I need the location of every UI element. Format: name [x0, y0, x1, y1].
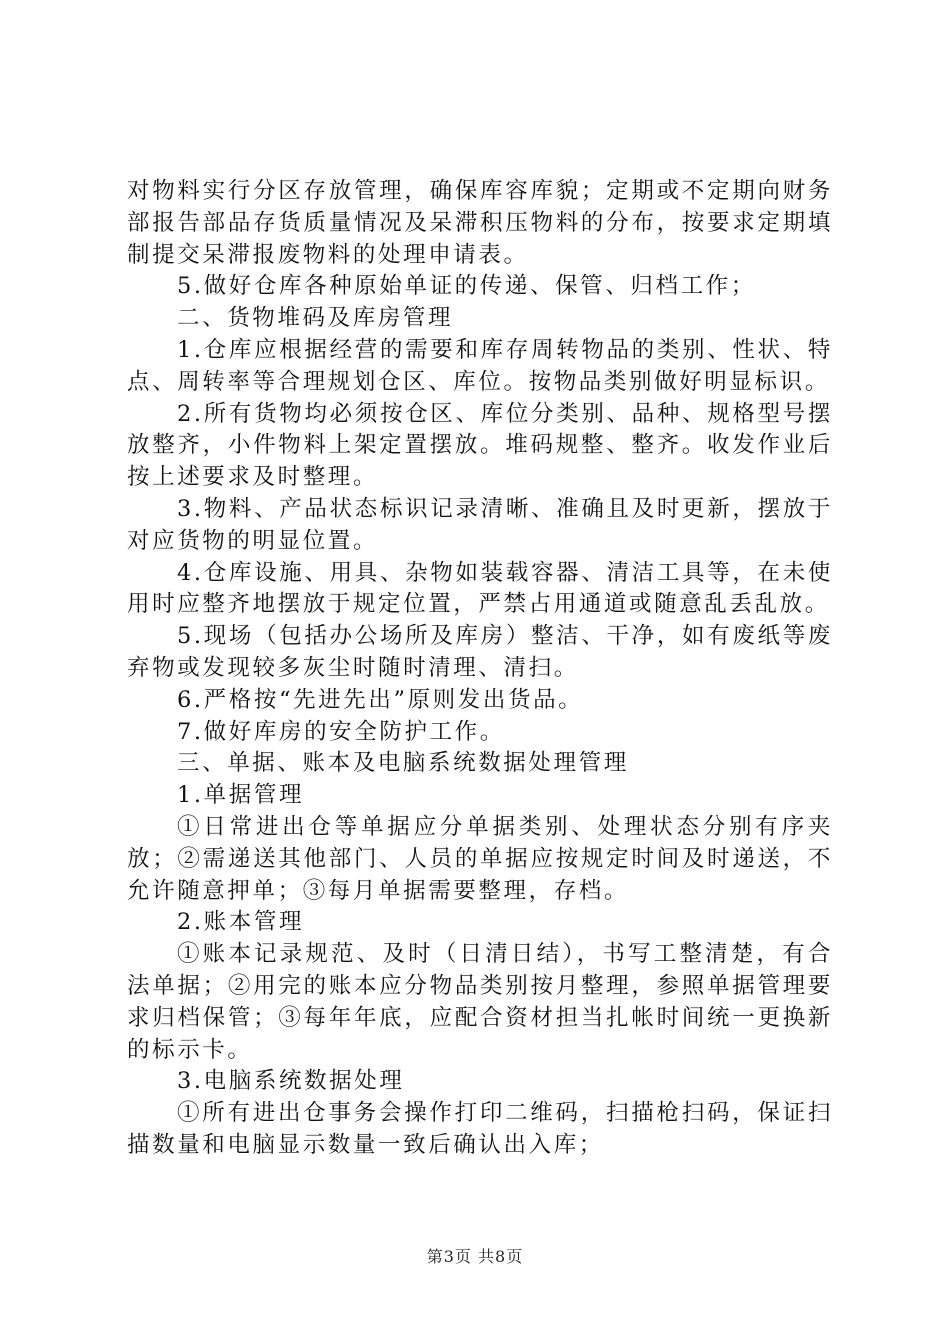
section-heading: 三、单据、账本及电脑系统数据处理管理 [177, 750, 629, 777]
paragraph: 3.物料、产品状态标识记录清晰、准确且及时更新，摆放于对应货物的明显位置。 [127, 495, 833, 554]
paragraph: 5.做好仓库各种原始单证的传递、保管、归档工作； [177, 273, 756, 300]
document-body [127, 176, 833, 1162]
paragraph: ①所有进出仓事务会操作打印二维码，扫描枪扫码，保证扫描数量和电脑显示数量一致后确认出入库； [127, 1100, 833, 1158]
paragraph: 6.严格按“先进先出”原则发出货品。 [177, 686, 584, 713]
paragraph: 1.仓库应根据经营的需要和库存周转物品的类别、性状、特点、周转率等合理规划仓区、库位。按物品类别做好明显标识。 [127, 336, 833, 395]
paragraph: 7.做好库房的安全防护工作。 [177, 718, 505, 745]
page-footer: 第3页 共8页 [426, 1247, 524, 1266]
section-heading: 二、货物堆码及库房管理 [177, 305, 454, 332]
subsection-heading: 1.单据管理 [177, 782, 305, 809]
paragraph: 5.现场（包括办公场所及库房）整洁、干净，如有废纸等废弃物或发现较多灰尘时随时清理、清扫。 [127, 623, 833, 681]
subsection-heading: 3.电脑系统数据处理 [177, 1068, 405, 1095]
subsection-heading: 2.账本管理 [177, 909, 305, 936]
paragraph: 4.仓库设施、用具、杂物如装载容器、清洁工具等，在未使用时应整齐地摆放于规定位置，严禁占用通道或随意乱丢乱放。 [127, 559, 833, 618]
paragraph: 2.所有货物均必须按仓区、库位分类别、品种、规格型号摆放整齐，小件物料上架定置摆放。堆码规整、整齐。收发作业后按上述要求及时整理。 [127, 400, 833, 491]
paragraph: ①账本记录规范、及时（日清日结），书写工整清楚，有合法单据；②用完的账本应分物品类别按月整理，参照单据管理要求归档保管；③每年年底，应配合资材担当扎帐时间统一更换新的标示卡。 [127, 941, 833, 1063]
paragraph: ①日常进出仓等单据应分单据类别、处理状态分别有序夹放；②需递送其他部门、人员的单据应按规定时间及时递送，不允许随意押单；③每月单据需要整理，存档。 [127, 813, 833, 904]
paragraph: 对物料实行分区存放管理，确保库容库貌；定期或不定期向财务部报告部品存货质量情况及呆滞积压物料的分布，按要求定期填制提交呆滞报废物料的处理申请表。 [127, 178, 833, 268]
